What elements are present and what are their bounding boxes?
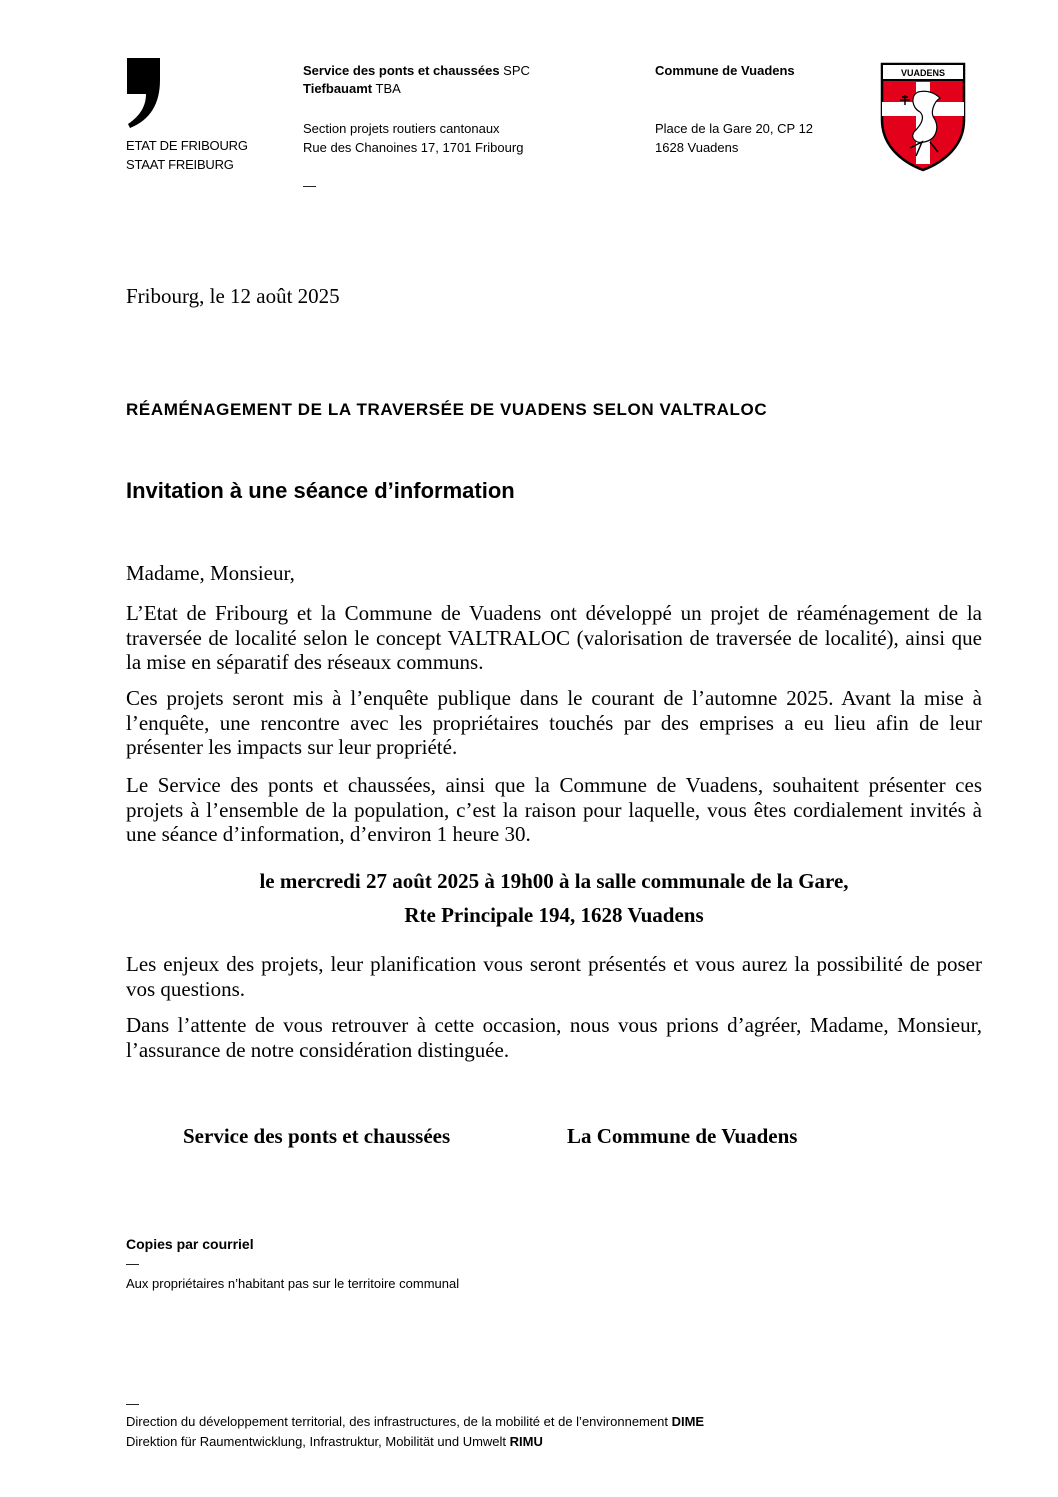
- fribourg-logo-mark: [124, 58, 164, 128]
- commune-address-1: Place de la Gare 20, CP 12: [655, 121, 814, 136]
- copies-dash: —: [126, 1256, 139, 1271]
- sender-dash: —: [303, 178, 316, 193]
- commune-name: Commune de Vuadens: [655, 63, 795, 78]
- sender-service-abbr: SPC: [503, 63, 530, 78]
- state-name-fr: ETAT DE FRIBOURG: [126, 138, 248, 153]
- crest-label: VUADENS: [900, 68, 946, 78]
- body-paragraph-1: L’Etat de Fribourg et la Commune de Vuadens ont développé un projet de réaménagement de la traversée de localité selon le concept VALTRALOC (valorisation de traversée de localité), ainsi que la mise en séparatif des réseaux communs.: [126, 601, 982, 674]
- signature-spc: Service des ponts et chaussées: [183, 1124, 451, 1148]
- footer-direction-fr: Direction du développement territorial, des infrastructures, de la mobilité et de l’environnement: [126, 1414, 668, 1429]
- body-paragraph-2: Ces projets seront mis à l’enquête publique dans le courant de l’automne 2025. Avant la mise à l’enquête, une rencontre avec les propriétaires touchés par des emprises a eu lieu afin de leur présenter les impacts sur leur propriété.: [126, 686, 982, 759]
- letter-title: Invitation à une séance d’information: [126, 478, 515, 503]
- sender-service: [303, 61, 530, 81]
- footer-direction-de: Direktion für Raumentwicklung, Infrastruktur, Mobilität und Umwelt: [126, 1434, 507, 1449]
- vuadens-crest-icon: [880, 62, 966, 172]
- sender-service-de-abbr: TBA: [375, 81, 401, 96]
- sender-service-name: Service des ponts et chaussées: [303, 63, 500, 78]
- state-name-de: STAAT FREIBURG: [126, 157, 234, 172]
- footer-line-fr: [126, 1412, 704, 1432]
- signature-commune: La Commune de Vuadens: [567, 1124, 798, 1148]
- sender-address: Rue des Chanoines 17, 1701 Fribourg: [303, 140, 524, 155]
- footer-abbr-de: RIMU: [509, 1434, 543, 1449]
- footer-abbr-fr: DIME: [671, 1414, 705, 1429]
- body-paragraph-4: Les enjeux des projets, leur planification vous seront présentés et vous aurez la possibilité de poser vos questions.: [126, 952, 982, 1001]
- sender-service-de: [303, 79, 401, 99]
- copies-recipient: Aux propriétaires n’habitant pas sur le territoire communal: [126, 1276, 460, 1291]
- letter-date: Fribourg, le 12 août 2025: [126, 284, 340, 308]
- sender-section: Section projets routiers cantonaux: [303, 121, 500, 136]
- footer-dash: —: [126, 1396, 139, 1411]
- event-address: Rte Principale 194, 1628 Vuadens: [404, 903, 704, 927]
- letter-subject: RÉAMÉNAGEMENT DE LA TRAVERSÉE DE VUADENS SELON VALTRALOC: [126, 400, 768, 419]
- commune-address-2: 1628 Vuadens: [655, 140, 739, 155]
- copies-heading: Copies par courriel: [126, 1236, 254, 1252]
- sender-service-de-name: Tiefbauamt: [303, 81, 373, 96]
- body-paragraph-5: Dans l’attente de vous retrouver à cette occasion, nous vous prions d’agréer, Madame, Monsieur, l’assurance de notre considération distinguée.: [126, 1013, 982, 1062]
- body-paragraph-3: Le Service des ponts et chaussées, ainsi que la Commune de Vuadens, souhaitent présenter ces projets à l’ensemble de la population, c’est la raison pour laquelle, vous êtes cordialement invités à une séance d’information, d’environ 1 heure 30.: [126, 773, 982, 846]
- letter-greeting: Madame, Monsieur,: [126, 561, 295, 585]
- footer-line-de: [126, 1432, 543, 1452]
- event-datetime: le mercredi 27 août 2025 à 19h00 à la salle communale de la Gare,: [259, 869, 849, 893]
